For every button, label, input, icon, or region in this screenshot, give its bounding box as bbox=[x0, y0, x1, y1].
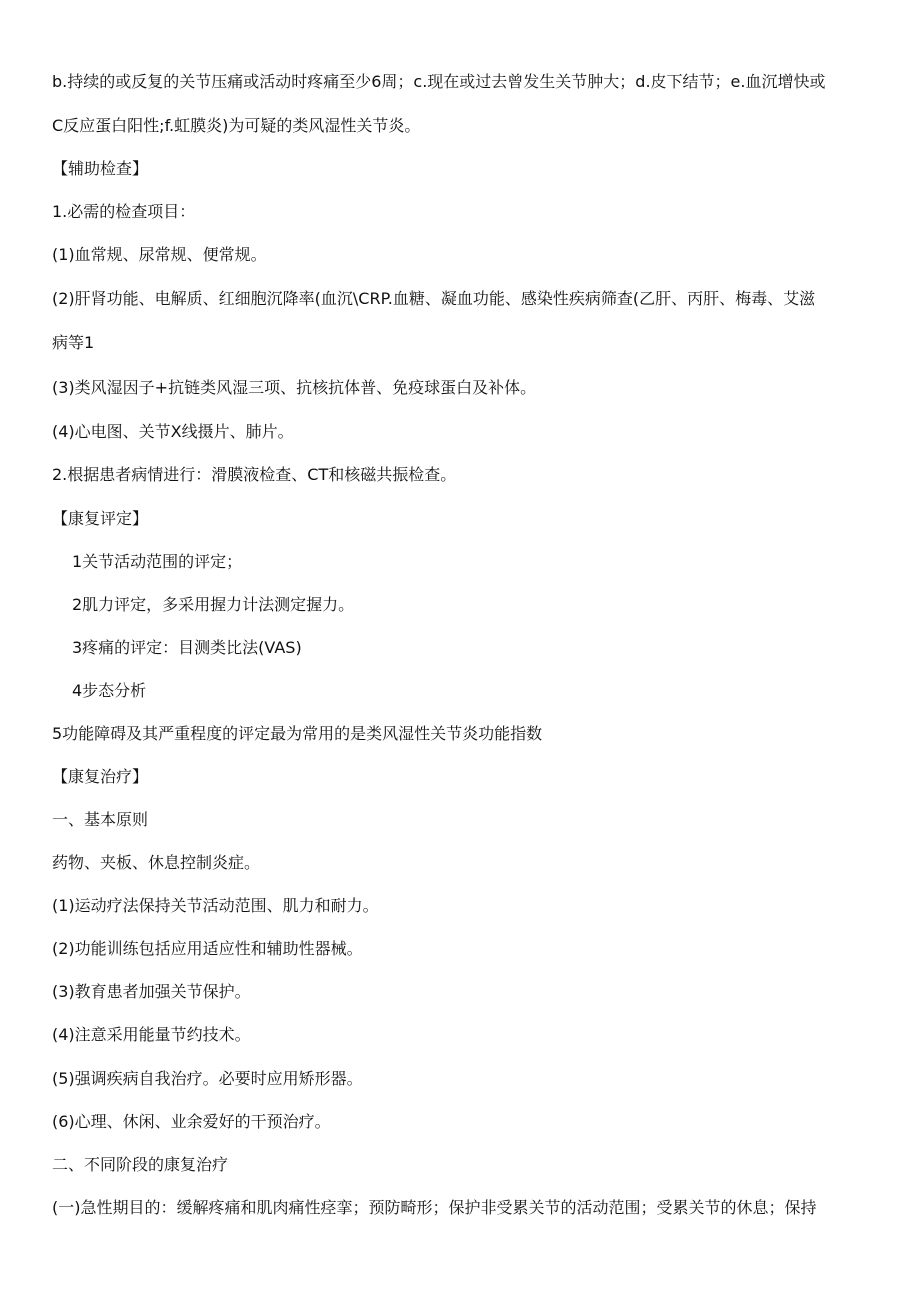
list-item: (6)心理、休闲、业余爱好的干预治疗。 bbox=[52, 1112, 331, 1131]
text-line: (一)急性期目的：缓解疼痛和肌肉痛性痉挛；预防畸形；保护非受累关节的活动范围；受累关节的休息；保持 bbox=[52, 1198, 817, 1217]
subsection-heading: 二、不同阶段的康复治疗 bbox=[52, 1155, 229, 1174]
list-item: (3)类风湿因子+抗链类风湿三项、抗核抗体普、免疫球蛋白及补体。 bbox=[52, 378, 537, 397]
list-item: (5)强调疾病自我治疗。必要时应用矫形器。 bbox=[52, 1069, 363, 1088]
section-heading: 【康复治疗】 bbox=[52, 767, 149, 786]
list-item: (1)血常规、尿常规、便常规。 bbox=[52, 245, 267, 264]
list-item: (4)心电图、关节X线摄片、肺片。 bbox=[52, 422, 294, 441]
list-item: 3疼痛的评定：目测类比法(VAS) bbox=[72, 638, 302, 657]
list-item: 1关节活动范围的评定； bbox=[72, 552, 243, 571]
section-heading: 【辅助检查】 bbox=[52, 159, 149, 178]
list-item: (4)注意采用能量节约技术。 bbox=[52, 1025, 251, 1044]
text-line: b.持续的或反复的关节压痛或活动时疼痛至少6周；c.现在或过去曾发生关节肿大；d.皮下结节；e.血沉增快或 bbox=[52, 72, 826, 91]
text-line: 1.必需的检查项目： bbox=[52, 202, 196, 221]
list-item: 4步态分析 bbox=[72, 681, 147, 700]
list-item: 2肌力评定，多采用握力计法测定握力。 bbox=[72, 595, 355, 614]
text-line: C反应蛋白阳性;f.虹膜炎)为可疑的类风湿性关节炎。 bbox=[52, 116, 421, 135]
list-item: (1)运动疗法保持关节活动范围、肌力和耐力。 bbox=[52, 896, 379, 915]
list-item: (2)肝肾功能、电解质、红细胞沉降率(血沉\CRP.血糖、凝血功能、感染性疾病筛查(乙肝、丙肝、梅毒、艾滋 bbox=[52, 289, 816, 308]
list-item: (2)功能训练包括应用适应性和辅助性器械。 bbox=[52, 939, 363, 958]
text-line: 药物、夹板、休息控制炎症。 bbox=[52, 853, 261, 872]
section-heading: 【康复评定】 bbox=[52, 509, 149, 528]
subsection-heading: 一、基本原则 bbox=[52, 810, 149, 829]
text-line: 病等1 bbox=[52, 333, 95, 352]
text-line: 2.根据患者病情进行：滑膜液检查、CT和核磁共振检查。 bbox=[52, 465, 457, 484]
list-item: (3)教育患者加强关节保护。 bbox=[52, 982, 251, 1001]
list-item: 5功能障碍及其严重程度的评定最为常用的是类风湿性关节炎功能指数 bbox=[52, 724, 543, 743]
